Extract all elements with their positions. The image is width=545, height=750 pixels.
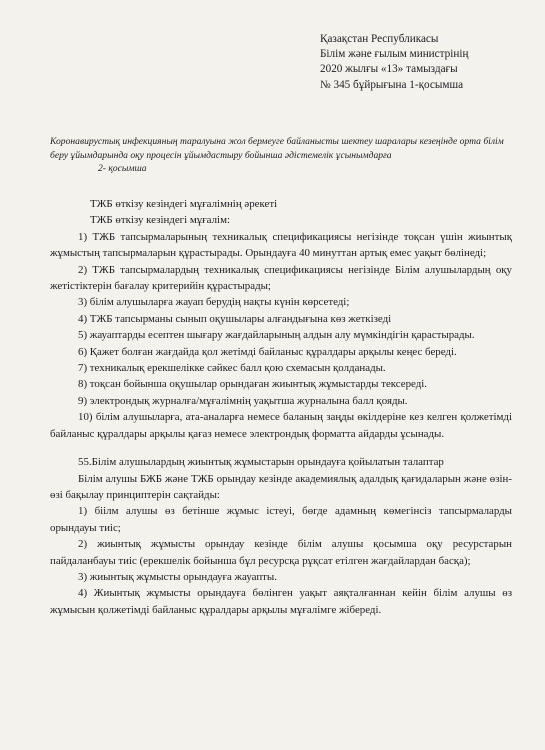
document-body [50,196,512,618]
section2-item: 4) Жиынтық жұмысты орындауға бөлінген уақыт аяқталғаннан кейін білім алушы өз жұмысын қолжетімді байланыс құралдары арқылы мұғалімге жібереді. [50,587,512,616]
intro-sub: 2- қосымша [98,163,147,174]
section1-item: 7) техникалық ерекшелікке сәйкес балл қою схемасын қолданады. [78,362,386,375]
section1-title: ТЖБ өткізу кезіндегі мұғалімнің әрекеті [90,198,278,210]
section2-title: 55.Білім алушылардың жиынтық жұмыстарын орындауға қойылатын талаптар [78,456,444,469]
header-line: 2020 жылғы «13» тамыздағы [320,63,458,76]
header-line: Білім және ғылым министрінің [320,48,469,61]
section2-item: 1) біілм алушы өз бетінше жұмыс істеуі, бөгде адамның көмегінсіз тапсырмаларды орындауы тиіс; [50,505,512,534]
section1-item: 6) Қажет болған жағдайда қол жетімді байланыс құралдары арқылы кеңес береді. [78,345,457,358]
header-line: Қазақстан Республикасы [320,33,439,45]
intro-note [50,135,520,176]
section1-item: 10) білім алушыларға, ата-аналарға немесе баланың заңды өкілдеріне кез келген қолжетімді байланыс құралдары арқылы қағаз немесе электрондық форматта айдарды ұсынады. [50,411,512,440]
section1-lead: ТЖБ өткізу кезіндегі мұғалім: [90,214,230,227]
section1-item: 4) ТЖБ тапсырманы сынып оқушылары алғандығына көз жеткізеді [78,312,392,325]
section1-item: 2) ТЖБ тапсырмалардың техникалық спецификациясы негізінде Білім алушылардың оқу жетістіктерін бағалау критерийін құрастырады; [50,263,512,293]
section2-lead: Білім алушы БЖБ және ТЖБ орындау кезінде академиялық адалдық қағидаларын және өзін-өзі бақылау принциптерін сақтайды: [50,472,512,501]
section1-item: 5) жауаптарды есептен шығару жағдайларының алдын алу мүмкіндігін қарастырады. [78,329,475,342]
header-line: № 345 бұйрығына 1-қосымша [320,78,464,91]
section1-item: 9) электрондық журналға/мұғалімнің уақытша журналына балл қояды. [78,394,408,407]
section1-item: 1) ТЖБ тапсырмаларының техникалық спецификациясы негізінде тоқсан үшін жиынтық жұмыстың тапсырмаларын құрастырады. Орындауға 40 минуттан артық емес уақыт бөлінеді; [50,230,512,260]
appendix-header [320,32,535,93]
section1-item: 8) тоқсан бойынша оқушылар орындаған жиынтық жұмыстарды тексереді. [78,378,428,391]
section1-item: 3) білім алушыларға жауап берудің нақты күнін көрсетеді; [78,296,350,309]
intro-text: Коронавирустық инфекцияның таралуына жол бермеуге байланысты шектеу шаралары кезеңінде орта білім беру ұйымдарында оқу процесін ұйымдастыру бойынша әдістемелік ұсынымдарға [50,136,504,161]
section2-item: 2) жиынтық жұмысты орындау кезінде білім алушы қосымша оқу ресурстарын пайдаланбауы тиіс (ерекшелік бойынша бұл ресурсқа рұқсат етілген жағдайлардан басқа); [50,538,512,567]
section2-item: 3) жиынтық жұмысты орындауға жауапты. [78,570,277,583]
